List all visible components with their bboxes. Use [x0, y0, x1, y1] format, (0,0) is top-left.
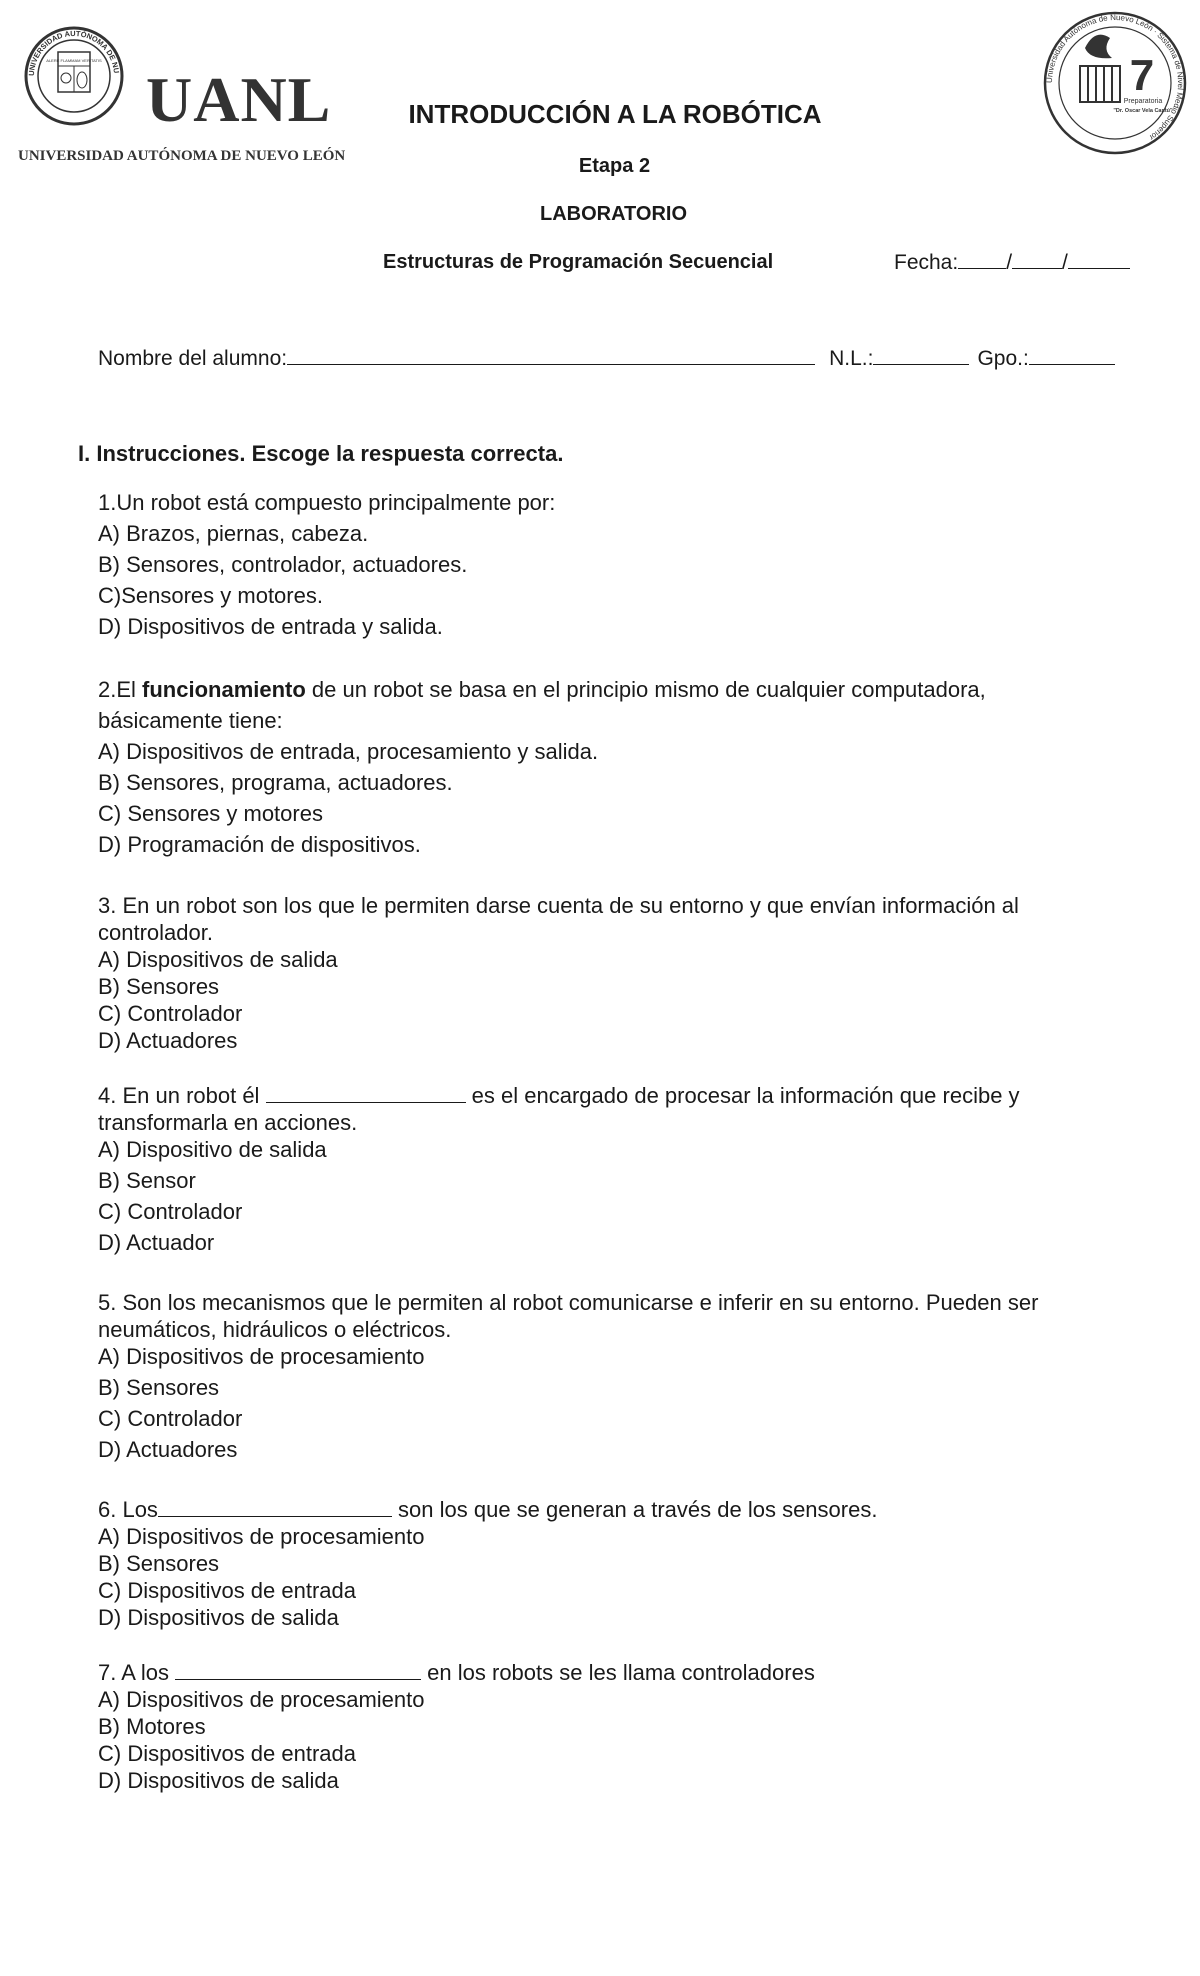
option-c[interactable]: C) Controlador — [98, 1199, 243, 1224]
question-4 — [98, 1082, 1108, 1256]
question-text-prefix: 7. A los — [98, 1660, 176, 1685]
question-5 — [98, 1289, 1108, 1463]
question-text: 3. En un robot son los que le permiten darse cuenta de su entorno y que envían información al — [98, 893, 1019, 918]
lab-label: LABORATORIO — [539, 203, 688, 225]
question-text-emphasis: funcionamiento — [142, 677, 306, 702]
option-d[interactable]: D) Dispositivos de entrada y salida. — [98, 614, 443, 639]
question-text-line2: neumáticos, hidráulicos o eléctricos. — [98, 1317, 452, 1342]
option-d[interactable]: D) Programación de dispositivos. — [98, 832, 421, 857]
svg-text:UNIVERSIDAD AUTÓNOMA DE NUEVO: UNIVERSIDAD AUTÓNOMA DE NU — [26, 28, 121, 77]
group-label: Gpo.: — [977, 347, 1029, 370]
option-b[interactable]: B) Sensores, controlador, actuadores. — [98, 552, 468, 577]
question-2 — [98, 676, 1108, 858]
option-b[interactable]: B) Motores — [98, 1714, 206, 1739]
question-text: 1.Un robot está compuesto principalmente por: — [98, 490, 556, 515]
subject-label: Estructuras de Programación Secuencial — [383, 251, 774, 273]
option-a[interactable]: A) Dispositivos de procesamiento — [98, 1344, 425, 1369]
stage-label: Etapa 2 — [578, 155, 651, 177]
nl-blank[interactable] — [873, 344, 969, 365]
option-c[interactable]: C) Controlador — [98, 1001, 243, 1026]
nl-label: N.L.: — [829, 347, 874, 370]
answer-blank[interactable] — [266, 1082, 466, 1103]
question-text-line2: básicamente tiene: — [98, 708, 283, 733]
option-c[interactable]: C) Dispositivos de entrada — [98, 1741, 357, 1766]
question-text — [98, 676, 1108, 703]
option-b[interactable]: B) Sensores — [98, 1375, 220, 1400]
question-text-prefix: 4. En un robot él — [98, 1083, 266, 1108]
svg-text:"Dr. Oscar Vela Cantú": "Dr. Oscar Vela Cantú" — [1113, 108, 1173, 114]
question-text-prefix: 2.El — [98, 677, 143, 702]
section-title: I. Instrucciones. Escoge la respuesta correcta. — [78, 441, 564, 466]
answer-blank[interactable] — [175, 1659, 421, 1680]
question-text — [98, 1659, 1108, 1686]
question-1 — [98, 489, 1108, 640]
svg-text:Preparatoria: Preparatoria — [1123, 98, 1163, 105]
student-name-blank[interactable] — [287, 344, 815, 365]
option-a[interactable]: A) Dispositivos de procesamiento — [98, 1524, 425, 1549]
date-separator: / — [1062, 251, 1068, 274]
date-label: Fecha: — [894, 251, 959, 274]
question-text — [98, 1496, 1108, 1523]
question-text-suffix: son los que se generan a través de los sensores. — [391, 1497, 878, 1522]
answer-blank[interactable] — [158, 1496, 392, 1517]
option-b[interactable]: B) Sensores, programa, actuadores. — [98, 770, 453, 795]
group-blank[interactable] — [1029, 344, 1115, 365]
uanl-wordmark: UANL — [146, 64, 332, 135]
option-b[interactable]: B) Sensores — [98, 1551, 220, 1576]
date-field[interactable] — [894, 248, 1130, 277]
option-a[interactable]: A) Dispositivos de procesamiento — [98, 1687, 425, 1712]
student-name-label: Nombre del alumno: — [98, 347, 288, 370]
option-a[interactable]: A) Dispositivos de entrada, procesamiento y salida. — [98, 739, 599, 764]
date-year-blank[interactable] — [1068, 248, 1130, 269]
question-text-prefix: 6. Los — [98, 1497, 158, 1522]
svg-text:ALERE FLAMMAM VERITATIS: ALERE FLAMMAM VERITATIS — [46, 58, 102, 63]
prepa7-logo — [1040, 8, 1190, 158]
option-a[interactable]: A) Dispositivos de salida — [98, 947, 338, 972]
option-c[interactable]: C) Controlador — [98, 1406, 243, 1431]
question-text-suffix: en los robots se les llama controladores — [421, 1660, 815, 1685]
question-6 — [98, 1496, 1108, 1631]
option-a[interactable]: A) Brazos, piernas, cabeza. — [98, 521, 369, 546]
date-day-blank[interactable] — [958, 248, 1006, 269]
question-text — [98, 1082, 1108, 1109]
question-text-line2: transformarla en acciones. — [98, 1110, 358, 1135]
option-a[interactable]: A) Dispositivo de salida — [98, 1137, 327, 1162]
uanl-name: UNIVERSIDAD AUTÓNOMA DE NUEVO LEÓN — [18, 148, 346, 164]
option-d[interactable]: D) Dispositivos de salida — [98, 1605, 339, 1630]
svg-text:Universidad Autónoma de Nuevo: Universidad Autónoma de Nuevo León · Sistema de Nivel Medio Superior — [1044, 12, 1186, 143]
option-d[interactable]: D) Actuador — [98, 1230, 215, 1255]
document-title: INTRODUCCIÓN A LA ROBÓTICA — [408, 99, 822, 129]
prepa7-emblem-icon — [1040, 8, 1190, 158]
question-text: 5. Son los mecanismos que le permiten al robot comunicarse e inferir en su entorno. Pueden ser — [98, 1290, 1039, 1315]
option-c[interactable]: C) Dispositivos de entrada — [98, 1578, 357, 1603]
option-d[interactable]: D) Actuadores — [98, 1437, 238, 1462]
option-c[interactable]: C)Sensores y motores. — [98, 583, 323, 608]
student-info-row — [98, 344, 1115, 373]
uanl-logo — [18, 18, 346, 168]
question-3 — [98, 892, 1108, 1054]
date-separator: / — [1006, 251, 1013, 274]
date-month-blank[interactable] — [1012, 248, 1062, 269]
option-b[interactable]: B) Sensor — [98, 1168, 196, 1193]
svg-text:7: 7 — [1129, 51, 1155, 100]
option-b[interactable]: B) Sensores — [98, 974, 220, 999]
question-text-line2: controlador. — [98, 920, 213, 945]
question-text-suffix: de un robot se basa en el principio mismo de cualquier computadora, — [305, 677, 986, 702]
option-d[interactable]: D) Dispositivos de salida — [98, 1768, 339, 1793]
option-c[interactable]: C) Sensores y motores — [98, 801, 323, 826]
question-7 — [98, 1659, 1108, 1794]
question-text-suffix: es el encargado de procesar la información que recibe y — [465, 1083, 1020, 1108]
option-d[interactable]: D) Actuadores — [98, 1028, 238, 1053]
